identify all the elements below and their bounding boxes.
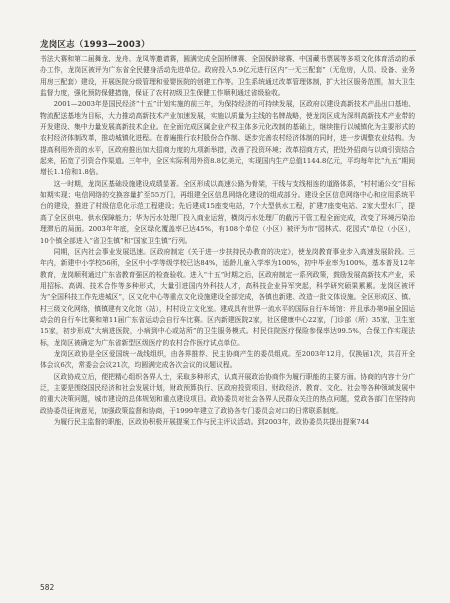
paragraph-2: 2001—2003年是国民经济“十五”计划实施的前三年，为保持经济的可持续发展，区政府以建设高新技术产品出口基地、物流配送基地为目标，大力推动高新技术产业加速发展，实施以质量为主线的名牌战略，使龙岗区成为深圳高新技术产业带的开发建设、集中力量发展高新技术企业。在全面完成区属企业产权主体多元化改制的基础上，继续推行以城镇化为主要形式的农村经济体制改革，推动城镇化进程。在普遍推行农村股份合作制、逐步完善农村经济体制的同时，进一步调整农业结构。为提高利用外资的水平，区政府推出加大招商力度的九项新举措，改善了投资环境；改革招商方式，把处外招商与以商引资结合起来，拓宽了引资合作渠道。三年中，全区实际利用外资8.8亿美元，实现国内生产总值1144.8亿元，平均每年比“九五”期间增长1.1倍和1.8倍。 xyxy=(40,100,415,177)
running-header: 龙岗区志（1993—2003） xyxy=(40,40,150,50)
paragraph-4: 同期，区内社会事业发展迅速。区政府制定《关于进一步扶持民办教育的决定》，使龙岗教育事业步入高速发展阶段。三年内，新建中小学校56所，全区中小学等级学校已达84%，适龄儿童入学率为100%，初中毕业率为100%，基本普及12年教育，龙岗顺利通过广东省教育强区的检查验收。进入“十五”时期之后，区政府制定一系列政策，鼓励发展高新技术产业，采用招标、高调、技术合作等多种形式，大量引进国内外科技人才，高科技企业异军突起，科学研究硕果累累。龙岗区被评为“全国科技工作先进城区”，区文化中心等重点文化设施建设全部完成，各镇也新建、改造一批文体设施。全区形成区、镇、村三级文化网络，镇镇建有文化馆（站），村村设立文化室。建成具有世界一流水平的国际自行车场馆：并且承办第9届全国运动会的自行车比赛和第11届广东省运动会自行车比赛。区内新建医院2家，社区健康中心22家，门诊部（所）35家，卫生室15家，初步形成“大病进医院，小病到中心或站所”的卫生服务模式。村民住院医疗保险参保率达99.5%，合保工作实现法标，龙岗区被确定为广东省新型区级医疗的农村合作医疗试点单位。 xyxy=(40,247,415,347)
paragraph-1: 书法大赛和第二届舞龙、龙舟、龙凤等邀请赛，圆满完成全国桥牌赛、全国保龄球赛、中国藏书票展等多项文化体育活动的承办工作，龙岗区被评为广东省全民健身活动先进单位。政府投入5.9亿元进行区内“一无三配套”（无危房，人员、设备、业务用房三配套）建设，开展医院分级管理和爱婴医院的创建工作等。卫生系统通过改革管理体制，扩大社区服务范围，加大卫生监督力度，强化预防保健措施，保证了农村初级卫生保健工作顺利通过省级验收。 xyxy=(40,55,415,98)
paragraph-5: 龙岗区政协是全区爱国统一战线组织，由各界推荐、民主协商产生的委员组成。至2003年12月，仅换届1次，共召开全体会议6次，常委会会议21次，均圆满完成各次会议的议题议程。 xyxy=(40,349,415,370)
page-number: 582 xyxy=(40,583,55,592)
paragraph-7: 为履行民主监督的职能，区政协积极开展提案工作与民主评议活动。到2003年，政协委员共提出提案744 xyxy=(53,418,370,426)
header-rule xyxy=(40,50,416,51)
main-text xyxy=(40,54,415,428)
paragraph-6: 区政协成立后，便把精心组织各界人士，采取多种形式，认真开展政治协商作为履行职能的主要方面。协商的内容十分广泛，主要是围绕国民经济和社会发展计划，财政预算执行、区政府投资项目、财政经济、教育、文化、社会等各种领域发展中的重大决策问题，城市建设的总体规划和重点建设项目。政协委员对社会各界人民群众关注的热点问题，党政各部门在坚持向政协委员征询意见，加强政策监督和协商，于1999年建立了政协各专门委员会对口的日常联系制度。 xyxy=(40,372,415,415)
paragraph-3: 这一时期，龙岗区基础设施建设成绩显著。全区形成以高速公路为骨架，干线与支线相连的道路体系，“村村通公交”目标如期实现；电信网络的交换容量扩至55万门，再组建全区信息网络化建设的组成部分。建设全区信息网络中心和应用系统平台的建设，推进了村级信息化示范工程建设；先后建成15座变电站，7个大型供水工程，扩建7座变电站、2家大型水厂，提高了全区供电、供水保障能力；华为污水处理厂投入商业运营，横岗污水处理厂的截污干管工程全面完成，改变了环境污染治理滞后的局面。2003年年底，全区绿化覆盖率已达45%，有108个单位（小区）被评为市“园林式、花园式”单位（小区），10个镇全部进入“省卫生镇”和“国家卫生镇”行列。 xyxy=(40,179,415,245)
